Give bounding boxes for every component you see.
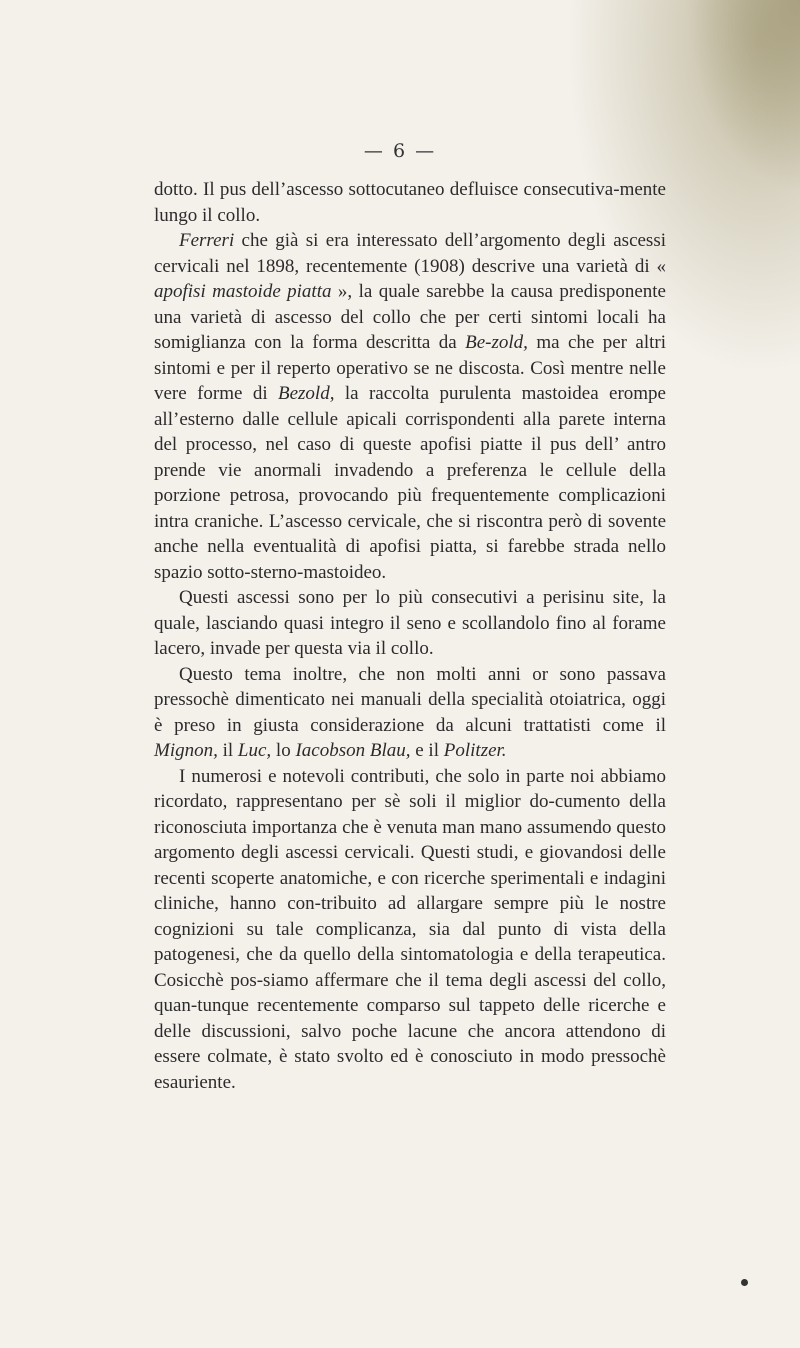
paragraph	[154, 585, 666, 662]
text-segment: e il	[410, 740, 444, 761]
text-segment: il	[217, 740, 238, 761]
text-segment: Questi ascessi sono per lo più consecutivi a perisinu site, la quale, lasciando quasi integro il seno e scollandolo fino al forame lacero, invade per questa via il collo.	[154, 587, 666, 659]
author-name: Mignon,	[154, 740, 218, 761]
paragraph	[154, 764, 666, 1096]
text-segment: I numerosi e notevoli contributi, che solo in parte noi abbiamo ricordato, rappresentano per sè soli il miglior do-cumento della riconosciuta importanza che è venuta man mano assumendo questo argomento degli ascessi cervicali. Questi studi, e giovandosi delle recenti scoperte anatomiche, e con ricerche sperimentali e indagini cliniche, hanno con-tribuito ad allargare sempre più le nostre cognizioni su tale complicanza, sia dal punto di vista della patogenesi, che da quello della sintomatologia e della terapeutica. Cosicchè pos-siamo affermare che il tema degli ascessi del collo, quan-tunque recentemente comparso sul tappeto delle ricerche e delle discussioni, salvo poche lacune che ancora attendono di essere colmate, è stato svolto ed è conosciuto in modo pressochè esauriente.	[154, 765, 666, 1093]
text-segment: ma che per altri sintomi e per il reperto operativo se ne discosta. Così mentre nelle vere forme di	[154, 332, 666, 404]
body-text	[154, 177, 666, 1095]
author-name: Luc,	[237, 740, 272, 761]
paragraph	[154, 662, 666, 764]
author-name: Politzer.	[443, 740, 507, 761]
author-name: Be-zold,	[465, 332, 528, 353]
text-segment: la raccolta purulenta mastoidea erompe all’esterno dalle cellule apicali corrispondenti alla parete interna del processo, nel caso di queste apofisi piatte il pus dell’ antro prende vie anormali invadendo a preferenza le cellule della porzione petrosa, provocando più frequentemente complicazioni intra craniche. L’ascesso cervicale, che si riscontra però di sovente anche nella eventualità di apofisi piatta, si farebbe strada nello spazio sotto-sterno-mastoideo.	[154, 383, 666, 583]
paragraph	[154, 228, 666, 585]
author-name: Bezold,	[278, 383, 335, 404]
paragraph	[154, 177, 666, 228]
term-italic: apofisi mastoide piatta	[154, 281, 332, 302]
ink-dot	[741, 1279, 748, 1286]
text-segment: che già si era interessato dell’argomento degli ascessi cervicali nel 1898, recentemente (1908) descrive una varietà di «	[154, 230, 666, 277]
author-name: Iacobson Blau,	[295, 740, 411, 761]
text-segment: lo	[271, 740, 296, 761]
text-segment: dotto. Il pus dell’ascesso sottocutaneo defluisce consecutiva-mente lungo il collo.	[154, 179, 666, 226]
page-number: — 6 —	[363, 140, 437, 162]
author-name: Ferreri	[179, 230, 235, 251]
text-segment: Questo tema inoltre, che non molti anni or sono passava pressochè dimenticato nei manuali della specialità otoiatrica, oggi è preso in giusta considerazione da alcuni trattatisti come il	[154, 663, 666, 736]
text-segment: », la quale sarebbe la causa predisponente una varietà di ascesso del collo che per certi sintomi locali ha somiglianza con la forma descritta da	[154, 281, 666, 353]
